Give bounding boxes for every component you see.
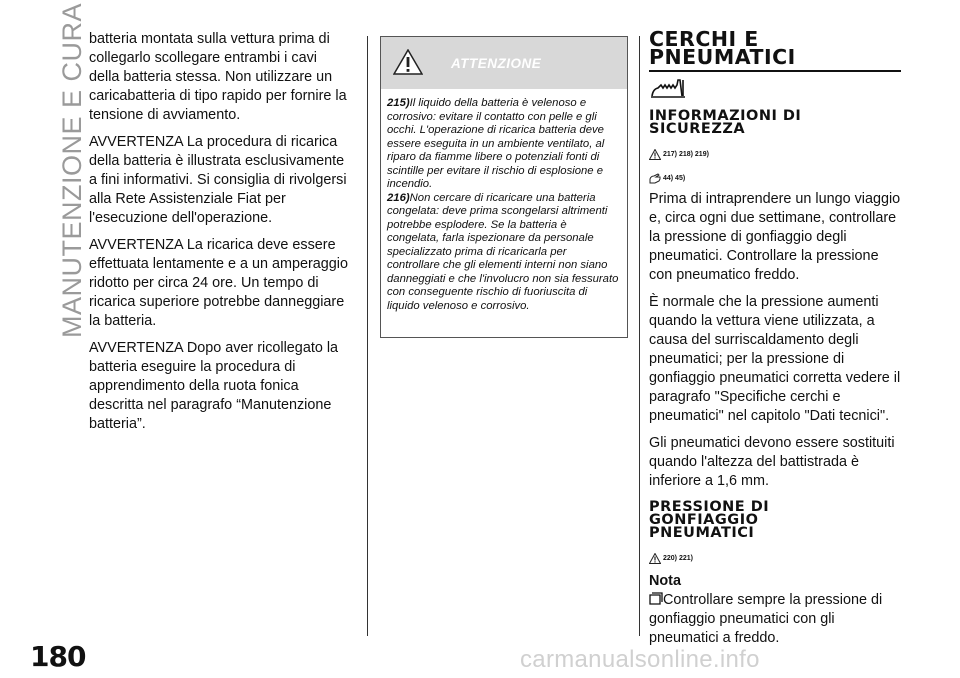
reference-numbers: 217) 218) 219) [663,151,709,158]
note-book-icon [649,592,663,605]
warning-box [380,36,628,338]
subsection-title-line: GONFIAGGIO [649,512,759,528]
warning-item [387,97,621,192]
warning-body [381,89,627,313]
paragraph: AVVERTENZA La procedura di ricarica della batteria è illustrata esclusivamente a fini informativi. Si consiglia di rivolgersi alla Rete Assistenziale Fiat per l'esecuzione dell'operazione. [89,134,347,226]
warning-triangle-icon [649,553,661,564]
paragraph: È normale che la pressione aumenti quando la vettura viene utilizzata, a causa del surriscaldamento degli pneumatici; per la pressione di gonfiaggio pneumatici corretta vedere il paragrafo "Specifiche cerchi e pneumatici" nel capitolo "Dati tecnici". [649,294,901,424]
warning-triangle-icon [393,49,423,75]
subsection-title-line: PRESSIONE DI [649,499,770,515]
paragraph: Prima di intraprendere un lungo viaggio e, circa ogni due settimane, controllare la pressione di gonfiaggio degli pneumatici. Controllare la pressione con pneumatico freddo. [649,191,901,283]
left-column [89,30,351,442]
subsection-title-line: SICUREZZA [649,121,746,137]
warning-item-number: 215) [387,97,410,109]
warning-triangle-icon [649,149,661,160]
caution-hand-icon [649,173,661,184]
subsection-title-pressure [649,501,901,540]
tire-icon [649,76,689,100]
subsection-title-line: INFORMAZIONI DI [649,108,802,124]
subsection-title-safety [649,110,901,136]
paragraph: AVVERTENZA La ricarica deve essere effettuata lentamente e a un amperaggio ridotto per circa 24 ore. Un tempo di ricarica superiore potrebbe danneggiare la batteria. [89,237,348,329]
watermark-text: carmanualsonline.info [520,646,760,673]
page-number: 180 [30,640,86,673]
note-text-block [649,591,901,648]
reference-numbers: 44) 45) [663,175,686,182]
section-title-line: CERCHI E [649,27,759,51]
warning-item-number: 216) [387,191,410,204]
subsection-title-line: PNEUMATICI [649,525,755,541]
tire-icon-wrap [649,72,901,106]
warning-references [649,136,901,160]
section-title-line: PNEUMATICI [649,45,796,69]
caution-references [649,160,901,184]
paragraph: AVVERTENZA Dopo aver ricollegato la batteria eseguire la procedura di apprendimento della ruota fonica descritta nel paragrafo “Manutenzione batteria”. [89,340,339,432]
section-title [649,27,901,69]
warning-item [387,192,621,314]
right-column [649,27,901,648]
note-text: Controllare sempre la pressione di gonfiaggio pneumatici con gli pneumatici a freddo. [649,592,883,646]
warning-references [649,540,901,564]
column-divider-2 [639,36,640,636]
warning-item-text: Il liquido della batteria è velenoso e corrosivo: evitare il contatto con pelle e gli occhi. L'operazione di ricarica batteria deve essere eseguita in un ambiente ventilato, al riparo da fiamme libere o potenziali fonti di scintille per evitare il rischio di esplosione e incendio. [387,97,605,190]
warning-item-text: Non cercare di ricaricare una batteria congelata: deve prima scongelarsi altrimenti potrebbe esplodere. Se la batteria è congelata, farla ispezionare da personale specializzato prima di ricaricarla per controllare che gli elementi interni non siano danneggiati e che l'involucro non sia fessurato con conseguente rischio di fuoriuscita di liquido velenoso e corrosivo. [387,191,619,312]
warning-header [381,37,627,89]
note-title: Nota [649,573,681,589]
reference-numbers: 220) 221) [663,555,693,562]
chapter-side-title-text: MANUTENZIONE E CURA [57,2,88,338]
paragraph: batteria montata sulla vettura prima di collegarlo scollegare entrambi i cavi della batteria stessa. Non utilizzare un caricabatteria di tipo rapido per fornire la tensione di avviamento. [89,31,347,123]
paragraph: Gli pneumatici devono essere sostituiti quando l'altezza del battistrada è inferiore a 1,6 mm. [649,435,895,489]
warning-title: ATTENZIONE [451,56,542,71]
column-divider-1 [367,36,368,636]
